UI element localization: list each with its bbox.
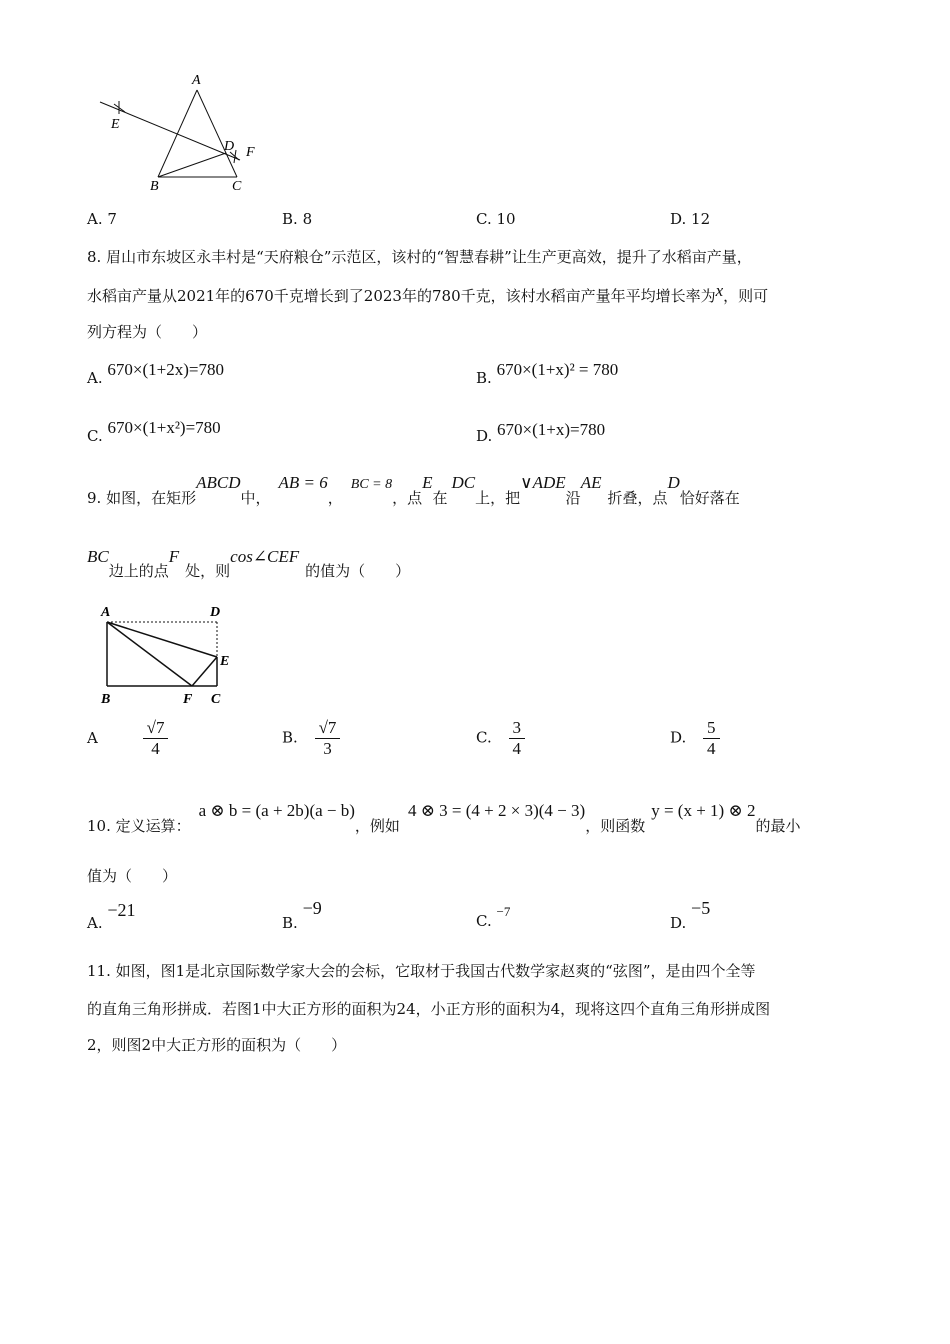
q10-option-b[interactable] xyxy=(282,898,322,932)
q9-math-d: D xyxy=(667,473,680,492)
q9-math-cos: cos∠CEF xyxy=(230,547,300,566)
q9-math-e: E xyxy=(422,473,433,492)
q9-math-ae: AE xyxy=(580,473,602,492)
option-value: 12 xyxy=(691,210,711,228)
q8-option-b[interactable] xyxy=(476,360,619,387)
q7-option-d[interactable] xyxy=(670,210,710,228)
option-value: −9 xyxy=(302,898,322,918)
q9-math-dc: DC xyxy=(451,473,476,492)
q10-text: ，则函数 xyxy=(585,817,646,835)
label-c: C xyxy=(211,692,221,707)
numerator: 3 xyxy=(509,718,526,739)
option-key: B. xyxy=(476,369,492,387)
option-key: B. xyxy=(282,914,298,932)
q8-option-a[interactable] xyxy=(87,360,224,387)
option-key: C. xyxy=(476,912,492,930)
label-e: E xyxy=(220,654,230,669)
option-key: B. xyxy=(282,210,298,228)
option-expression: 670×(1+x)² = 780 xyxy=(496,360,619,379)
q9-text: 的值为（ ） xyxy=(305,562,411,580)
option-key: A xyxy=(87,728,98,747)
segment-af xyxy=(107,622,192,686)
fraction xyxy=(703,718,720,759)
q7-option-a[interactable] xyxy=(87,210,117,228)
option-value: 10 xyxy=(496,210,516,228)
q11-line-3: 2，则图2中大正方形的面积为（ ） xyxy=(87,1036,347,1054)
q11-line-2: 的直角三角形拼成．若图1中大正方形的面积为24，小正方形的面积为4，现将这四个直角三角形拼成图 xyxy=(87,1000,771,1018)
q9-option-a[interactable] xyxy=(87,718,168,759)
segment-ac xyxy=(197,90,237,177)
q9-math-ab: AB = 6 xyxy=(278,473,328,492)
option-key: A. xyxy=(87,914,103,932)
q9-line-2 xyxy=(87,546,411,580)
q9-option-d[interactable] xyxy=(670,718,720,759)
segment-ae xyxy=(107,622,217,657)
q8-option-c[interactable] xyxy=(87,418,221,445)
q9-math-ade: ∨ADE xyxy=(520,473,566,492)
denominator: 4 xyxy=(707,739,716,758)
q9-text: 折叠，点 xyxy=(607,489,668,507)
q10-text: ，例如 xyxy=(354,817,400,835)
option-value: −7 xyxy=(496,904,511,919)
q9-text: 9. 如图，在矩形 xyxy=(87,489,197,507)
label-b: B xyxy=(101,692,111,707)
option-key: C. xyxy=(476,728,492,747)
q8-option-d[interactable] xyxy=(476,420,606,445)
label-e: E xyxy=(111,117,120,132)
option-key: C. xyxy=(476,210,492,228)
option-key: A. xyxy=(87,369,103,387)
label-f: F xyxy=(183,692,193,707)
q8-line-2 xyxy=(87,281,769,306)
q9-math-bc: BC = 8 xyxy=(350,477,393,492)
q9-option-c[interactable] xyxy=(476,718,525,759)
q9-math-abcd: ABCD xyxy=(196,473,241,492)
label-b: B xyxy=(150,179,159,194)
numerator: √7 xyxy=(315,718,341,739)
denominator: 4 xyxy=(151,739,160,758)
segment-fe xyxy=(192,657,217,686)
q9-text: ，点 xyxy=(392,489,423,507)
q10-line-2: 值为（ ） xyxy=(87,867,178,885)
label-c: C xyxy=(232,179,242,194)
q9-text: 沿 xyxy=(565,489,581,507)
option-value: 7 xyxy=(107,210,117,228)
option-key: D. xyxy=(670,728,687,747)
q10-text: 的最小 xyxy=(755,817,801,835)
q8-line-3: 列方程为（ ） xyxy=(87,323,208,341)
q10-text: 10. 定义运算： xyxy=(87,817,191,835)
label-a: A xyxy=(192,73,201,88)
q8-variable: x xyxy=(715,281,724,300)
q9-math-bc-side: BC xyxy=(87,547,109,566)
option-expression: 670×(1+x²)=780 xyxy=(107,418,221,437)
label-a: A xyxy=(101,605,111,620)
option-key: D. xyxy=(476,427,493,445)
q10-line-1 xyxy=(87,800,801,835)
q8-line-1: 8. 眉山市东坡区永丰村是“天府粮仓”示范区，该村的“智慧春耕”让生产更高效，提升了水稻亩产量， xyxy=(87,248,752,266)
segment-ab xyxy=(158,90,197,177)
q9-text: 处，则 xyxy=(185,562,231,580)
q9-text: ， xyxy=(327,489,343,507)
q10-option-d[interactable] xyxy=(670,898,711,932)
option-value: 8 xyxy=(302,210,313,228)
q9-text: 在 xyxy=(432,489,448,507)
q9-text: 边上的点 xyxy=(108,562,169,580)
q11-line-1: 11. 如图，图1是北京国际数学家大会的会标，它取材于我国古代数学家赵爽的“弦图”，是由四个全等 xyxy=(87,962,756,980)
q9-line-1 xyxy=(87,472,740,507)
rectangle-figure-q9 xyxy=(95,600,245,710)
q7-option-c[interactable] xyxy=(476,210,516,228)
q10-math-func: y = (x + 1) ⊗ 2 xyxy=(651,801,756,820)
option-key: B. xyxy=(282,728,298,747)
option-value: −5 xyxy=(691,898,711,918)
fraction xyxy=(509,718,526,759)
q9-text: 恰好落在 xyxy=(679,489,740,507)
numerator: √7 xyxy=(143,718,169,739)
segment-bd xyxy=(158,153,226,177)
q8-text: 水稻亩产量从2021年的670千克增长到了2023年的780千克，该村水稻亩产量年平均增长率为 xyxy=(87,287,716,305)
option-expression: 670×(1+2x)=780 xyxy=(107,360,224,379)
denominator: 3 xyxy=(323,739,332,758)
option-key: D. xyxy=(670,914,687,932)
q9-text: 中， xyxy=(240,489,271,507)
option-key: A. xyxy=(87,210,103,228)
label-d: D xyxy=(210,605,221,620)
q10-math-example: 4 ⊗ 3 = (4 + 2 × 3)(4 − 3) xyxy=(407,801,586,820)
option-expression: 670×(1+x)=780 xyxy=(497,420,606,439)
q7-option-b[interactable] xyxy=(282,210,312,228)
q10-math-def: a ⊗ b = (a + 2b)(a − b) xyxy=(198,801,355,820)
fraction xyxy=(315,718,341,759)
label-f: F xyxy=(246,145,255,160)
q9-math-f: F xyxy=(168,547,180,566)
option-value: −21 xyxy=(107,900,136,920)
q9-text: 上，把 xyxy=(475,489,521,507)
label-d: D xyxy=(224,139,235,154)
triangle-figure-q7 xyxy=(90,70,270,200)
fraction xyxy=(143,718,169,759)
q10-option-c[interactable] xyxy=(476,902,511,930)
option-key: C. xyxy=(87,427,103,445)
option-key: D. xyxy=(670,210,687,228)
denominator: 4 xyxy=(512,739,521,758)
q9-option-b[interactable] xyxy=(282,718,340,759)
numerator: 5 xyxy=(703,718,720,739)
q8-text-end: ，则可 xyxy=(723,287,769,305)
q10-option-a[interactable] xyxy=(87,900,136,932)
